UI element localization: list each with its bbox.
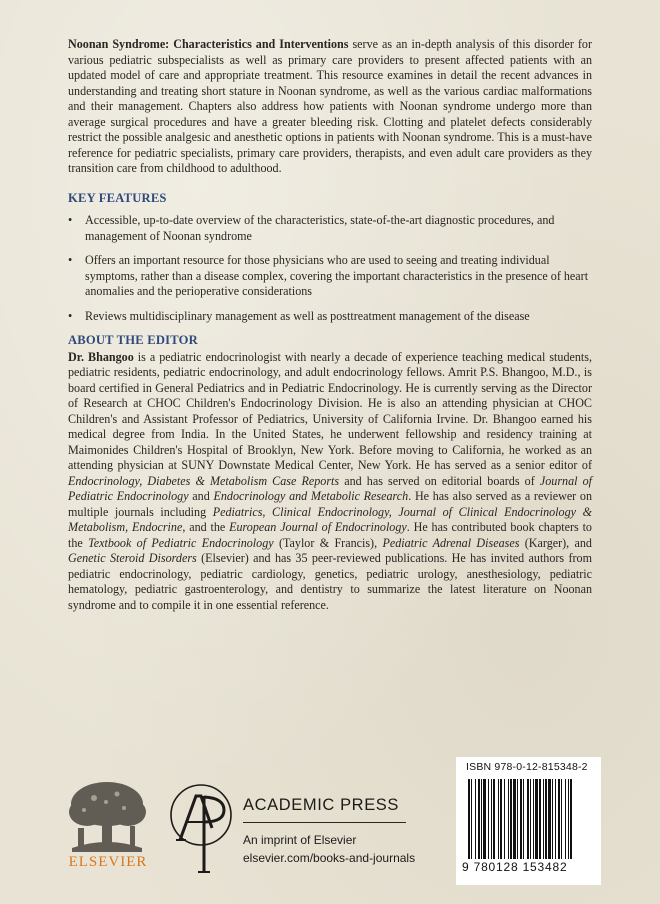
- book-title: Noonan Syndrome: Characteristics and Interventions: [68, 37, 349, 51]
- barcode-bar: [468, 779, 470, 859]
- journal-title: Journal of Pediatric Endocrinology: [68, 473, 592, 503]
- editor-name: Dr. Bhangoo: [68, 349, 134, 364]
- cover-text: [68, 37, 592, 613]
- barcode-digits: 9 780128 153482: [462, 860, 568, 874]
- barcode-bar: [545, 779, 547, 859]
- journal-title: Pediatrics, Clinical Endocrinology, Journal of Clinical Endocrinology & Metabolism, Endocrine: [68, 504, 592, 534]
- barcode-bar: [530, 779, 531, 859]
- isbn-barcode-block: [456, 757, 601, 885]
- barcode-bar: [504, 779, 505, 859]
- intro-paragraph: [68, 37, 592, 177]
- feature-text: Reviews multidisciplinary management as well as posttreatment management of the disease: [85, 308, 530, 323]
- barcode-icon: [466, 779, 594, 859]
- barcode-bar: [483, 779, 486, 859]
- barcode-bar: [543, 779, 544, 859]
- journal-title: European Journal of Endocrinology: [229, 520, 407, 534]
- barcode-bar: [527, 779, 529, 859]
- bio-text: (Taylor & Francis),: [273, 535, 383, 550]
- list-item: [68, 213, 592, 244]
- bullet-icon: •: [68, 213, 73, 227]
- barcode-bar: [523, 779, 524, 859]
- publisher-block: [243, 796, 443, 867]
- barcode-bar: [471, 779, 472, 859]
- barcode-bar: [500, 779, 502, 859]
- intro-body: serve as an in-depth analysis of this disorder for various pediatric subspecialists as well as primary care providers to present affected patients with an updated model of care and appropriate treatment. This resource examines in detail the recent advances in understanding and treating short stature in Noonan syndrome, as well as the various cardiac malformations and their management. Chapters also address how patients with Noonan syndrome undergo more than average surgical procedures and have a greater bleeding risk. Clotting and platelet defects considerably restrict the possible analgesic and anesthetic options in patients with Noonan syndrome. This is a must-have reference for pediatric specialists, primary care providers, therapists, and even adult care providers as they transition care from childhood to adulthood.: [68, 37, 592, 175]
- book-title-ref: Textbook of Pediatric Endocrinology: [88, 535, 274, 550]
- feature-text: Offers an important resource for those physicians who are used to seeing and treating individual symptoms, rather than a disease complex, covering the important characteristics in the presence of heart anomalies and the perioperative considerations: [85, 253, 589, 298]
- bio-text: is a pediatric endocrinologist with nearly a decade of experience teaching medical students, pediatric residents, pediatric endocrinology, and adult endocrinology fellows. Amrit P.S. Bhangoo, M.D., is board certified in General Pediatrics and in Pediatric Endocrinology. He is currently serving as the Director of Research at CHOC Children's Endocrinology Division. He is also an attending physician at CHOC Children's and Assistant Professor of Pediatrics, University of California Irvine. Dr. Bhangoo earned his medical degree from India. In the United States, he underwent fellowship and residency training at Maimonides Children's Hospital of Brooklyn, New York. Before moving to California, he worked as an attending physician at SUNY Downstate Medical Center, New York. He has served as a senior editor of: [68, 349, 592, 472]
- bio-text: and has served on editorial boards of: [339, 473, 540, 488]
- barcode-bar: [533, 779, 534, 859]
- barcode-bar: [535, 779, 538, 859]
- bio-text: . He has also served as a reviewer on multiple journals including: [68, 489, 593, 519]
- bullet-icon: •: [68, 308, 73, 323]
- barcode-bar: [570, 779, 572, 859]
- imprint-text: An imprint of Elsevier: [243, 833, 357, 847]
- isbn-number: ISBN 978-0-12-815348-2: [466, 761, 588, 773]
- editor-bio: [68, 350, 592, 614]
- barcode-bar: [510, 779, 512, 859]
- publisher-divider: [243, 822, 406, 823]
- key-features-heading: KEY FEATURES: [68, 190, 167, 205]
- bio-text: , and the: [182, 520, 230, 534]
- barcode-bar: [555, 779, 556, 859]
- key-features-list: [68, 213, 592, 324]
- barcode-bar: [517, 779, 518, 859]
- barcode-bar: [520, 779, 522, 859]
- barcode-bar: [475, 779, 476, 859]
- bullet-icon: •: [68, 253, 73, 267]
- book-title-ref: Genetic Steroid Disorders: [68, 551, 197, 565]
- barcode-bar: [565, 779, 566, 859]
- list-item: [68, 253, 592, 300]
- journal-title: Endocrinology and Metabolic Research: [213, 489, 409, 503]
- bio-text: (Karger), and: [519, 535, 592, 550]
- bio-text: and: [188, 489, 214, 503]
- barcode-bar: [513, 779, 516, 859]
- academic-press-logo-icon: [168, 782, 234, 878]
- publisher-name: ACADEMIC PRESS: [243, 796, 400, 814]
- barcode-bar: [498, 779, 499, 859]
- book-title-ref: Pediatric Adrenal Diseases: [382, 535, 520, 550]
- list-item: [68, 309, 592, 325]
- journal-title: Endocrinology, Diabetes & Metabolism Case Reports: [68, 473, 340, 488]
- about-editor-heading: ABOUT THE EDITOR: [68, 333, 198, 347]
- barcode-bar: [488, 779, 489, 859]
- barcode-bar: [561, 779, 562, 859]
- barcode-bar: [548, 779, 551, 859]
- barcode-bar: [568, 779, 569, 859]
- barcode-bar: [481, 779, 482, 859]
- barcode-bar: [552, 779, 553, 859]
- elsevier-wordmark: ELSEVIER: [68, 854, 148, 870]
- barcode-bar: [493, 779, 495, 859]
- feature-text: Accessible, up-to-date overview of the characteristics, state-of-the-art diagnostic procedures, and management of Noonan syndrome: [85, 213, 555, 243]
- publisher-url: elsevier.com/books-and-journals: [243, 851, 416, 865]
- barcode-bar: [478, 779, 480, 859]
- barcode-bar: [508, 779, 509, 859]
- barcode-bar: [558, 779, 560, 859]
- barcode-bar: [539, 779, 541, 859]
- barcode-bar: [491, 779, 492, 859]
- bio-text: . He has contributed book chapters to the: [68, 520, 592, 550]
- bio-text: (Elsevier) and has 35 peer-reviewed publications. He has invited authors from pediatric endocrinology, pediatric cardiology, genetics, pediatric urology, anesthesiology, pediatric hematology, pediatric gastroenterology, and dentistry to summarize the latest literature on Noonan syndrome and to compile it in one essential reference.: [68, 551, 592, 612]
